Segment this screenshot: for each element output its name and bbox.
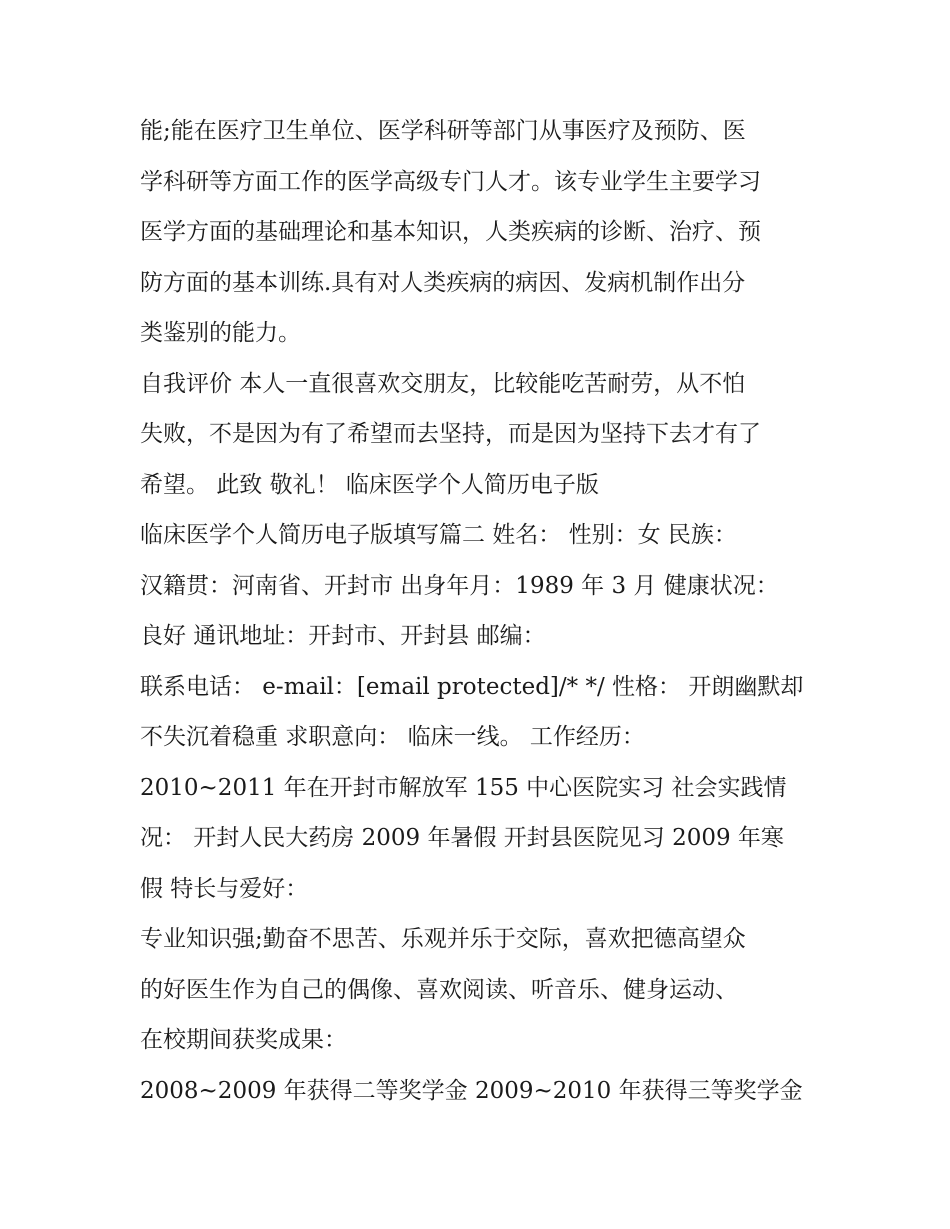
text-line: 失败，不是因为有了希望而去坚持，而是因为坚持下去才有了 — [140, 421, 761, 447]
text-line: 能;能在医疗卫生单位、医学科研等部门从事医疗及预防、医 — [140, 118, 746, 144]
text-line: 临床医学个人简历电子版填写篇二 姓名： 性别：女 民族： — [140, 522, 737, 548]
text-line: 医学方面的基础理论和基本知识，人类疾病的诊断、治疗、预 — [140, 219, 761, 245]
text-line: 联系电话： e-mail：[email protected]/* */ 性格： 开朗幽默却 — [140, 673, 804, 700]
text-line: 在校期间获奖成果： — [140, 1027, 347, 1053]
text-line: 防方面的基本训练.具有对人类疾病的病因、发病机制作出分 — [140, 269, 746, 296]
text-line: 不失沉着稳重 求职意向： 临床一线。 工作经历： — [140, 724, 645, 750]
text-line: 自我评价 本人一直很喜欢交朋友，比较能吃苦耐劳，从不怕 — [140, 370, 746, 397]
paragraph-contact — [140, 662, 830, 763]
paragraph-skills-hobbies — [140, 914, 830, 1066]
paragraph-education-summary — [140, 106, 830, 359]
document-body — [140, 106, 830, 1116]
text-line: 2010~2011 年在开封市解放军 155 中心医院实习 社会实践情 — [140, 774, 787, 801]
text-line: 类鉴别的能力。 — [140, 320, 301, 346]
text-line: 希望。 此致 敬礼！ 临床医学个人简历电子版 — [140, 471, 599, 498]
paragraph-self-evaluation — [140, 359, 830, 511]
text-line: 专业知识强;勤奋不思苦、乐观并乐于交际，喜欢把德高望众 — [140, 926, 746, 952]
paragraph-awards — [140, 1066, 830, 1117]
text-line: 良好 通讯地址：开封市、开封县 邮编： — [140, 623, 546, 649]
text-line: 的好医生作为自己的偶像、喜欢阅读、听音乐、健身运动、 — [140, 976, 738, 1003]
paragraph-experience — [140, 763, 830, 915]
text-line: 况： 开封人民大药房 2009 年暑假 开封县医院见习 2009 年寒 — [140, 825, 784, 851]
text-line: 2008~2009 年获得二等奖学金 2009~2010 年获得三等奖学金 — [140, 1077, 803, 1104]
text-line: 假 特长与爱好： — [140, 875, 309, 902]
text-line: 汉籍贯：河南省、开封市 出身年月：1989 年 3 月 健康状况： — [140, 572, 779, 599]
text-line: 学科研等方面工作的医学高级专门人才。该专业学生主要学习 — [140, 168, 761, 195]
paragraph-personal-info — [140, 510, 830, 662]
